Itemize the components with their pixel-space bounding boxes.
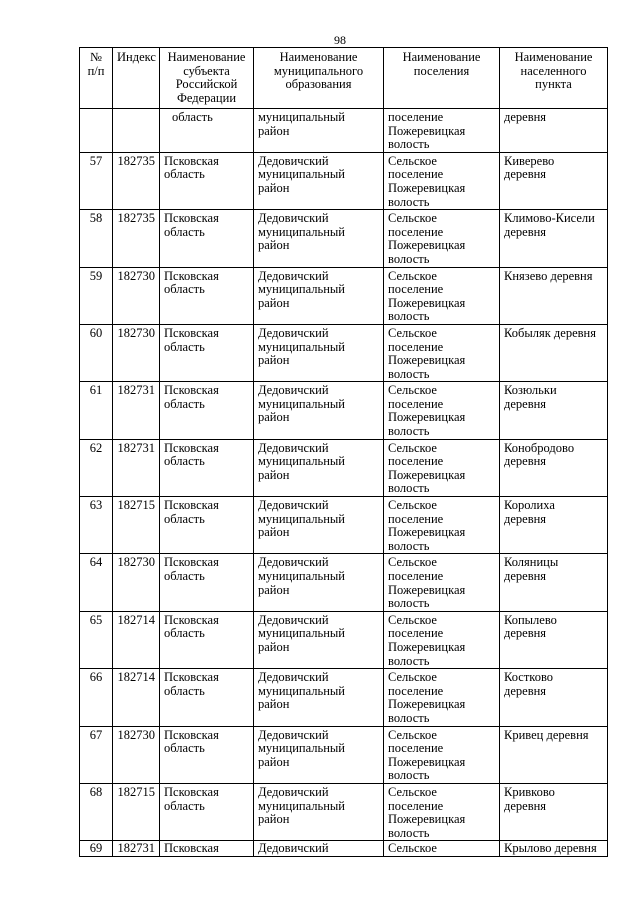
header-index: Индекс (113, 48, 160, 109)
cell-index: 182714 (113, 611, 160, 668)
header-number: № п/п (80, 48, 113, 109)
cell-municipality: Дедовичский муниципальный район (254, 497, 384, 554)
table-row (80, 267, 608, 324)
cell-settlement: Сельское поселение Пожеревицкая волость (384, 439, 500, 496)
header-municipality: Наименование муниципального образования (254, 48, 384, 109)
cell-number: 60 (80, 324, 113, 381)
cell-index: 182715 (113, 497, 160, 554)
cell-settlement: Сельское поселение Пожеревицкая волость (384, 726, 500, 783)
cell-number: 61 (80, 382, 113, 439)
cell-index: 182735 (113, 210, 160, 267)
cell-number: 64 (80, 554, 113, 611)
cell-locality: Кобыляк деревня (500, 324, 608, 381)
cell-number: 58 (80, 210, 113, 267)
cell-locality: Киверево деревня (500, 152, 608, 209)
cell-index: 182730 (113, 726, 160, 783)
cell-locality: Кривец деревня (500, 726, 608, 783)
cell-settlement: Сельское поселение Пожеревицкая волость (384, 497, 500, 554)
table-row (80, 554, 608, 611)
cell-number: 59 (80, 267, 113, 324)
cell-municipality: Дедовичский муниципальный район (254, 210, 384, 267)
table-row (80, 611, 608, 668)
cell-locality: Костково деревня (500, 669, 608, 726)
cell-municipality: Дедовичский муниципальный район (254, 611, 384, 668)
cell-locality: Климово-Кисели деревня (500, 210, 608, 267)
cell-subject: Псковская область (160, 324, 254, 381)
cell-subject: Псковская область (160, 554, 254, 611)
cell-subject: Псковская область (160, 152, 254, 209)
cell-subject: Псковская область (160, 726, 254, 783)
cell-locality: Коляницы деревня (500, 554, 608, 611)
cell-subject: Псковская область (160, 382, 254, 439)
cell-municipality: Дедовичский муниципальный район (254, 554, 384, 611)
cell-index: 182714 (113, 669, 160, 726)
cell-subject: область (160, 109, 254, 153)
cell-number: 57 (80, 152, 113, 209)
cell-settlement: Сельское поселение Пожеревицкая волость (384, 267, 500, 324)
table-row (80, 324, 608, 381)
header-locality: Наименование населенного пункта (500, 48, 608, 109)
cell-settlement: Сельское поселение Пожеревицкая волость (384, 210, 500, 267)
cell-locality: Князево деревня (500, 267, 608, 324)
table-row (80, 382, 608, 439)
cell-subject: Псковская область (160, 210, 254, 267)
cell-index: 182715 (113, 783, 160, 840)
table-row (80, 783, 608, 840)
cell-number: 68 (80, 783, 113, 840)
table-row (80, 152, 608, 209)
cell-municipality: Дедовичский муниципальный район (254, 382, 384, 439)
cell-subject: Псковская область (160, 783, 254, 840)
cell-index: 182730 (113, 554, 160, 611)
cell-subject: Псковская область (160, 267, 254, 324)
cell-municipality: Дедовичский муниципальный район (254, 726, 384, 783)
cell-municipality: Дедовичский муниципальный район (254, 152, 384, 209)
cell-settlement: Сельское поселение Пожеревицкая волость (384, 382, 500, 439)
cell-number: 67 (80, 726, 113, 783)
cell-settlement: Сельское поселение Пожеревицкая волость (384, 152, 500, 209)
cell-settlement: Сельское поселение Пожеревицкая волость (384, 783, 500, 840)
cell-settlement: Сельское поселение Пожеревицкая волость (384, 669, 500, 726)
table-header-row (80, 48, 608, 109)
cell-settlement: Сельское поселение Пожеревицкая волость (384, 554, 500, 611)
header-subject: Наименование субъекта Российской Федерации (160, 48, 254, 109)
cell-municipality: Дедовичский муниципальный район (254, 669, 384, 726)
table-row (80, 497, 608, 554)
table-row (80, 439, 608, 496)
cell-subject: Псковская область (160, 439, 254, 496)
cell-number: 63 (80, 497, 113, 554)
cell-municipality: Дедовичский муниципальный район (254, 439, 384, 496)
cell-locality: Копылево деревня (500, 611, 608, 668)
cell-settlement: Сельское поселение Пожеревицкая волость (384, 324, 500, 381)
table-row-last (80, 841, 608, 857)
cell-index: 182731 (113, 382, 160, 439)
cell-index (113, 109, 160, 153)
cell-locality: Конобродово деревня (500, 439, 608, 496)
cell-municipality: Дедовичский муниципальный район (254, 783, 384, 840)
cell-locality: Кривково деревня (500, 783, 608, 840)
cell-index: 182730 (113, 324, 160, 381)
cell-settlement: поселение Пожеревицкая волость (384, 109, 500, 153)
cell-number: 65 (80, 611, 113, 668)
cell-index: 182730 (113, 267, 160, 324)
cell-index: 182731 (113, 841, 160, 857)
table-row (80, 210, 608, 267)
header-settlement: Наименование поселения (384, 48, 500, 109)
cell-municipality: Дедовичский муниципальный район (254, 324, 384, 381)
cell-locality: Крылово деревня (500, 841, 608, 857)
cell-index: 182731 (113, 439, 160, 496)
page-number: 98 (334, 33, 346, 47)
table-row (80, 726, 608, 783)
cell-subject: Псковская область (160, 669, 254, 726)
cell-locality: Козюльки деревня (500, 382, 608, 439)
cell-number: 66 (80, 669, 113, 726)
cell-locality: Королиха деревня (500, 497, 608, 554)
cell-municipality: муниципальный район (254, 109, 384, 153)
cell-settlement: Сельское (384, 841, 500, 857)
cell-number: 69 (80, 841, 113, 857)
cell-subject: Псковская область (160, 497, 254, 554)
table-row-continuation (80, 109, 608, 153)
cell-number (80, 109, 113, 153)
cell-municipality: Дедовичский муниципальный район (254, 267, 384, 324)
cell-municipality: Дедовичский (254, 841, 384, 857)
cell-number: 62 (80, 439, 113, 496)
cell-settlement: Сельское поселение Пожеревицкая волость (384, 611, 500, 668)
settlements-table (79, 47, 608, 857)
cell-subject: Псковская (160, 841, 254, 857)
cell-index: 182735 (113, 152, 160, 209)
table-row (80, 669, 608, 726)
cell-locality: деревня (500, 109, 608, 153)
cell-subject: Псковская область (160, 611, 254, 668)
